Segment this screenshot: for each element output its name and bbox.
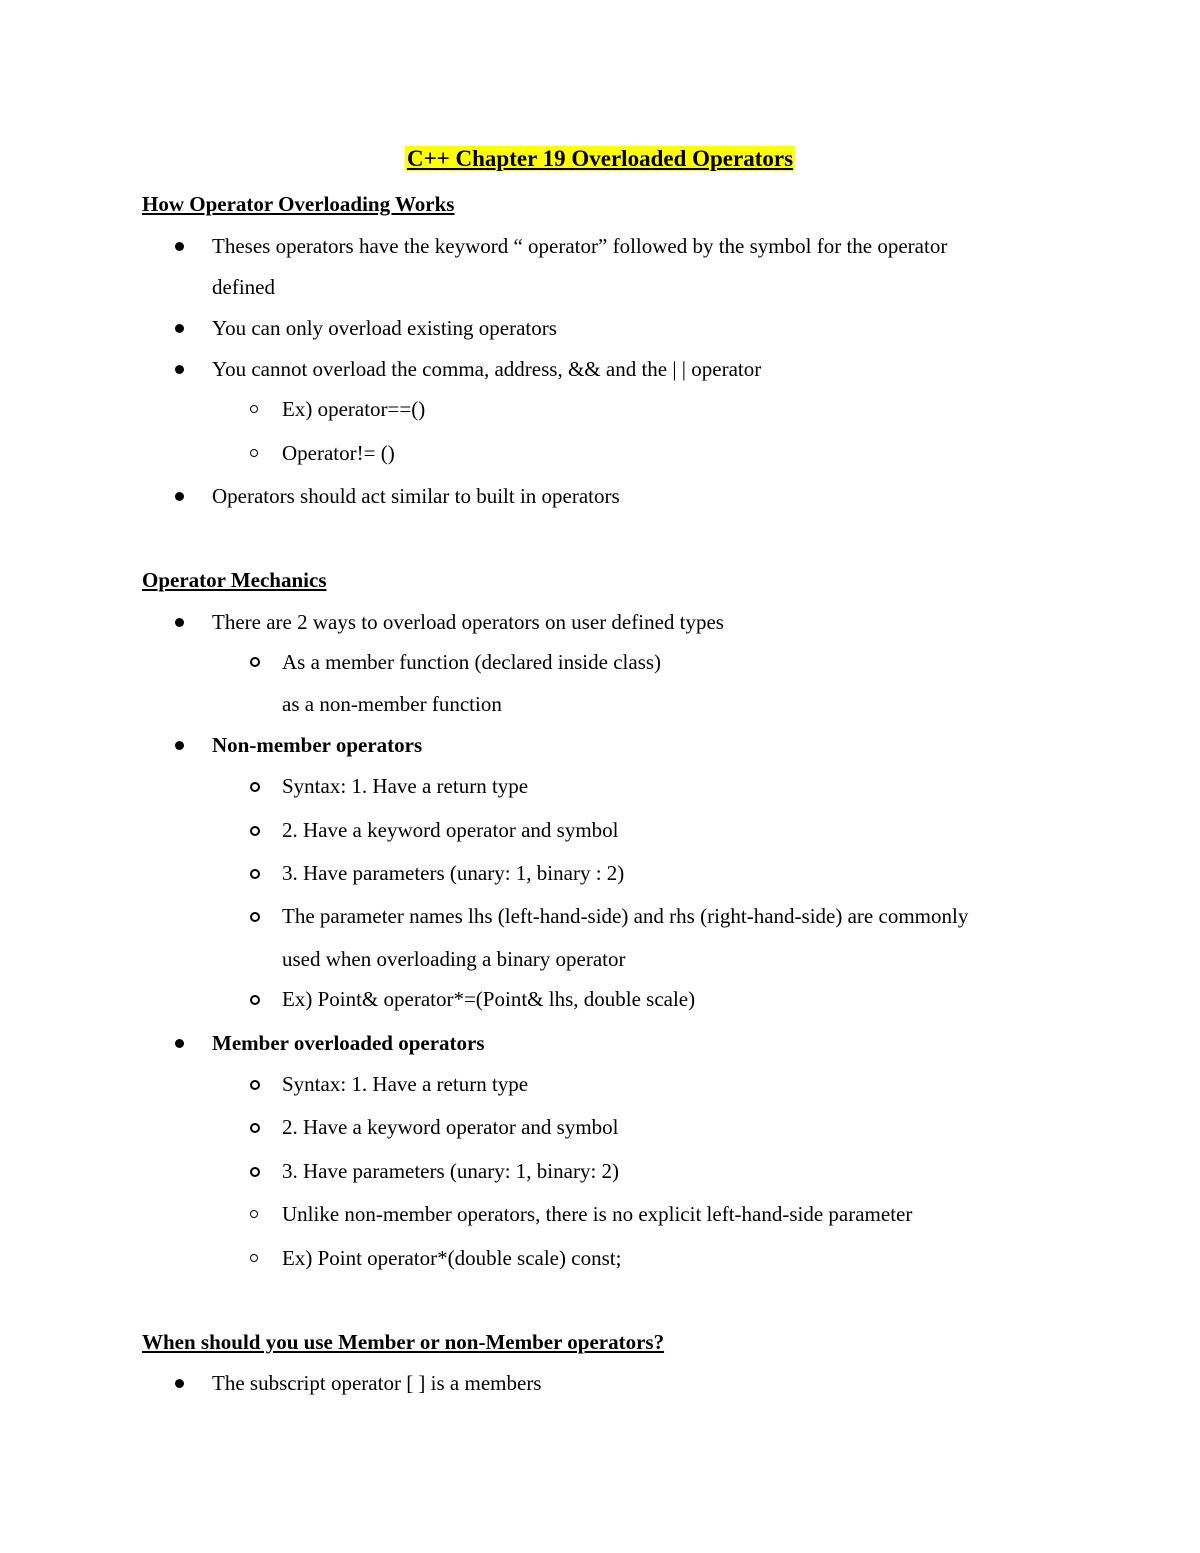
sub-bullet-icon [250, 1254, 258, 1262]
sub-list-item: 2. Have a keyword operator and symbol [282, 818, 619, 842]
bullet-icon [175, 1039, 184, 1048]
sub-bullet-icon [250, 1123, 260, 1133]
sub-bullet-icon [250, 405, 258, 413]
sub-list-item: As a member function (declared inside class) [282, 650, 662, 674]
sub-list-item: 3. Have parameters (unary: 1, binary : 2) [282, 861, 625, 885]
bullet-icon [175, 618, 184, 627]
list-item: You can only overload existing operators [212, 316, 557, 340]
list-item: There are 2 ways to overload operators on user defined types [212, 610, 724, 634]
sub-bullet-icon [250, 912, 260, 922]
bullet-icon [175, 1379, 184, 1388]
bullet-icon [175, 492, 184, 501]
bullet-icon [175, 365, 184, 374]
bullet-icon [175, 741, 184, 750]
bullet-icon [175, 324, 184, 333]
sub-bullet-icon [250, 1167, 260, 1177]
sub-bullet-icon [250, 782, 260, 792]
sub-list-item: Ex) Point operator*(double scale) const; [282, 1246, 622, 1270]
sub-list-item-continuation: used when overloading a binary operator [282, 947, 626, 971]
sub-bullet-icon [250, 657, 260, 667]
section-heading-operator-mechanics: Operator Mechanics [142, 568, 327, 592]
sub-list-item: 3. Have parameters (unary: 1, binary: 2) [282, 1159, 620, 1183]
sub-list-item: Ex) operator==() [282, 397, 426, 421]
section-heading-how-overloading-works: How Operator Overloading Works [142, 192, 455, 216]
sub-list-item: Unlike non-member operators, there is no explicit left-hand-side parameter [282, 1202, 913, 1226]
sub-list-item: 2. Have a keyword operator and symbol [282, 1115, 619, 1139]
sub-bullet-icon [250, 1210, 258, 1218]
sub-list-item-continuation: as a non-member function [282, 692, 502, 716]
section-heading-member-vs-nonmember: When should you use Member or non-Member operators? [142, 1330, 665, 1354]
sub-bullet-icon [250, 869, 260, 879]
list-item-continuation: defined [212, 275, 275, 299]
title-text: C++ Chapter 19 Overloaded Operators [406, 146, 794, 171]
list-item-heading: Non-member operators [212, 733, 423, 757]
sub-bullet-icon [250, 1080, 260, 1090]
sub-bullet-icon [250, 995, 260, 1005]
sub-list-item: Syntax: 1. Have a return type [282, 774, 529, 798]
sub-list-item: Syntax: 1. Have a return type [282, 1072, 529, 1096]
sub-bullet-icon [250, 826, 260, 836]
document-title [0, 141, 1200, 177]
sub-list-item: Ex) Point& operator*=(Point& lhs, double scale) [282, 987, 696, 1011]
sub-list-item: The parameter names lhs (left-hand-side) and rhs (right-hand-side) are commonly [282, 904, 969, 928]
list-item: You cannot overload the comma, address, && and the | | operator [212, 357, 762, 381]
sub-list-item: Operator!= () [282, 441, 395, 465]
list-item: Operators should act similar to built in operators [212, 484, 620, 508]
bullet-icon [175, 242, 184, 251]
list-item: Theses operators have the keyword “ operator” followed by the symbol for the operator [212, 234, 948, 258]
list-item-heading: Member overloaded operators [212, 1031, 485, 1055]
sub-bullet-icon [250, 449, 258, 457]
list-item: The subscript operator [ ] is a members [212, 1371, 542, 1395]
